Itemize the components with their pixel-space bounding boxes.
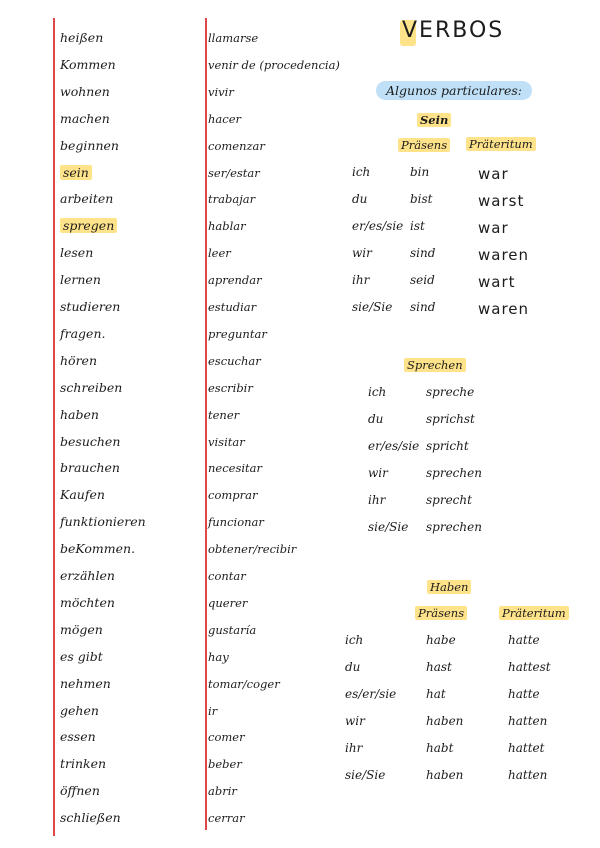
sein-heading: Sein — [417, 113, 451, 127]
german-verb: schreiben — [60, 379, 123, 395]
haben-present-form: hast — [426, 660, 452, 674]
german-verb: mögen — [60, 621, 103, 637]
sein-past-form: wart — [478, 273, 516, 291]
haben-pronoun: wir — [345, 714, 365, 728]
spanish-verb: escuchar — [208, 353, 261, 368]
sprechen-pronoun: du — [368, 412, 384, 426]
spanish-verb: querer — [208, 595, 248, 610]
haben-pronoun: ich — [345, 633, 364, 647]
german-verb: Kommen — [60, 56, 116, 72]
sein-present-form: sind — [410, 300, 436, 314]
sein-pronoun: er/es/sie — [352, 219, 404, 233]
sprechen-pronoun: ich — [368, 385, 387, 399]
sprechen-present-form: sprichst — [426, 412, 475, 426]
haben-past-form: hattet — [508, 741, 545, 755]
german-verb: lernen — [60, 272, 101, 288]
haben-past-header: Präteritum — [499, 606, 569, 620]
german-verb: beKommen. — [60, 541, 136, 557]
sprechen-heading: Sprechen — [404, 358, 466, 372]
spanish-verb: necesitar — [208, 461, 263, 476]
spanish-verb: preguntar — [208, 326, 267, 341]
haben-past-form: hatte — [508, 633, 540, 647]
haben-present-form: haben — [426, 714, 464, 728]
spanish-verb: beber — [208, 757, 242, 772]
german-verb: öffnen — [60, 783, 100, 799]
sprechen-pronoun: er/es/sie — [368, 439, 420, 453]
sein-present-form: bin — [410, 165, 430, 179]
spanish-verb: obtener/recibir — [208, 542, 297, 557]
spanish-verb: abrir — [208, 784, 237, 799]
german-verb: arbeiten — [60, 191, 114, 207]
spanish-verb: escribir — [208, 380, 253, 395]
spanish-verb: funcionar — [208, 515, 264, 530]
haben-pronoun: sie/Sie — [345, 768, 386, 782]
haben-present-form: hat — [426, 687, 446, 701]
haben-present-form: habt — [426, 741, 454, 755]
spanish-verb: tomar/coger — [208, 676, 280, 691]
spanish-verb: hablar — [208, 219, 246, 234]
sprechen-present-form: spreche — [426, 385, 475, 399]
spanish-verb: comprar — [208, 488, 258, 503]
subtitle-text: Algunos particulares: — [376, 81, 532, 100]
haben-heading: Haben — [427, 580, 471, 594]
sprechen-pronoun: sie/Sie — [368, 520, 409, 534]
haben-present-header: Präsens — [415, 606, 467, 620]
spanish-verb: comenzar — [208, 138, 265, 153]
german-verb: es gibt — [60, 648, 103, 664]
spanish-verb: hacer — [208, 111, 242, 126]
german-verb: schließen — [60, 810, 121, 826]
spanish-verb: contar — [208, 569, 246, 583]
spanish-verb: hay — [208, 649, 229, 664]
german-verb: besuchen — [60, 433, 121, 449]
german-verb: sein — [60, 165, 92, 181]
sein-pronoun: ihr — [352, 273, 370, 287]
sein-pronoun: wir — [352, 246, 372, 260]
german-verb: essen — [60, 729, 96, 745]
german-verb: hören — [60, 352, 97, 368]
haben-past-form: hatten — [508, 768, 548, 782]
haben-pronoun: ihr — [345, 741, 363, 755]
spanish-verb: estudiar — [208, 300, 257, 314]
spanish-verb: tener — [208, 407, 240, 422]
sprechen-pronoun: wir — [368, 466, 388, 480]
sein-past-form: war — [478, 165, 509, 183]
haben-past-form: hattest — [508, 660, 551, 674]
sein-past-form: war — [478, 219, 509, 237]
middle-divider-line — [205, 18, 207, 830]
german-verb: erzählen — [60, 568, 115, 583]
spanish-verb: ir — [208, 703, 218, 718]
sprechen-present-form: sprechen — [426, 520, 482, 534]
sein-present-form: bist — [410, 192, 433, 206]
haben-present-form: habe — [426, 633, 456, 647]
german-verb: trinken — [60, 756, 107, 772]
german-verb: möchten — [60, 594, 115, 610]
sprechen-present-form: spricht — [426, 439, 469, 453]
spanish-verb: visitar — [208, 434, 245, 449]
haben-past-form: hatten — [508, 714, 548, 728]
haben-past-form: hatte — [508, 687, 540, 701]
subtitle — [376, 83, 532, 98]
spanish-verb: leer — [208, 246, 231, 261]
page-title: VERBOS — [402, 18, 505, 43]
german-verb: Kaufen — [60, 487, 105, 503]
sein-present-header: Präsens — [398, 138, 450, 152]
spanish-verb: cerrar — [208, 811, 245, 826]
sprechen-pronoun: ihr — [368, 493, 386, 507]
spanish-verb: gustaría — [208, 622, 257, 637]
sein-past-form: waren — [478, 300, 530, 318]
german-verb: haben — [60, 406, 99, 422]
german-verb: gehen — [60, 702, 99, 718]
sein-pronoun: du — [352, 192, 368, 206]
haben-present-form: haben — [426, 768, 464, 782]
sein-past-form: waren — [478, 246, 530, 264]
german-verb: brauchen — [60, 460, 120, 476]
german-verb: nehmen — [60, 675, 111, 691]
sein-present-form: sind — [410, 246, 436, 260]
haben-pronoun: es/er/sie — [345, 687, 397, 701]
left-margin-line — [53, 18, 55, 836]
german-verb: lesen — [60, 245, 94, 261]
spanish-verb: comer — [208, 730, 245, 745]
spanish-verb: ser/estar — [208, 165, 260, 180]
german-verb: wohnen — [60, 83, 110, 99]
spanish-verb: llamarse — [208, 31, 259, 45]
german-verb: heißen — [60, 30, 104, 45]
sprechen-present-form: sprechen — [426, 466, 482, 480]
spanish-verb: trabajar — [208, 192, 256, 207]
sein-past-form: warst — [478, 192, 525, 210]
spanish-verb: vivir — [208, 84, 234, 99]
german-verb: funktionieren — [60, 514, 146, 530]
sein-pronoun: ich — [352, 165, 371, 179]
german-verb: studieren — [60, 299, 121, 314]
sein-pronoun: sie/Sie — [352, 300, 393, 314]
spanish-verb: venir de (procedencia) — [208, 57, 340, 72]
sprechen-present-form: sprecht — [426, 493, 472, 507]
haben-pronoun: du — [345, 660, 361, 674]
sein-present-form: ist — [410, 219, 425, 233]
german-verb: beginnen — [60, 137, 119, 153]
german-verb: machen — [60, 110, 110, 126]
german-verb: fragen. — [60, 325, 106, 341]
sein-past-header: Präteritum — [466, 137, 536, 151]
sein-present-form: seid — [410, 273, 435, 287]
german-verb: spregen — [60, 218, 117, 234]
spanish-verb: aprendar — [208, 273, 262, 288]
